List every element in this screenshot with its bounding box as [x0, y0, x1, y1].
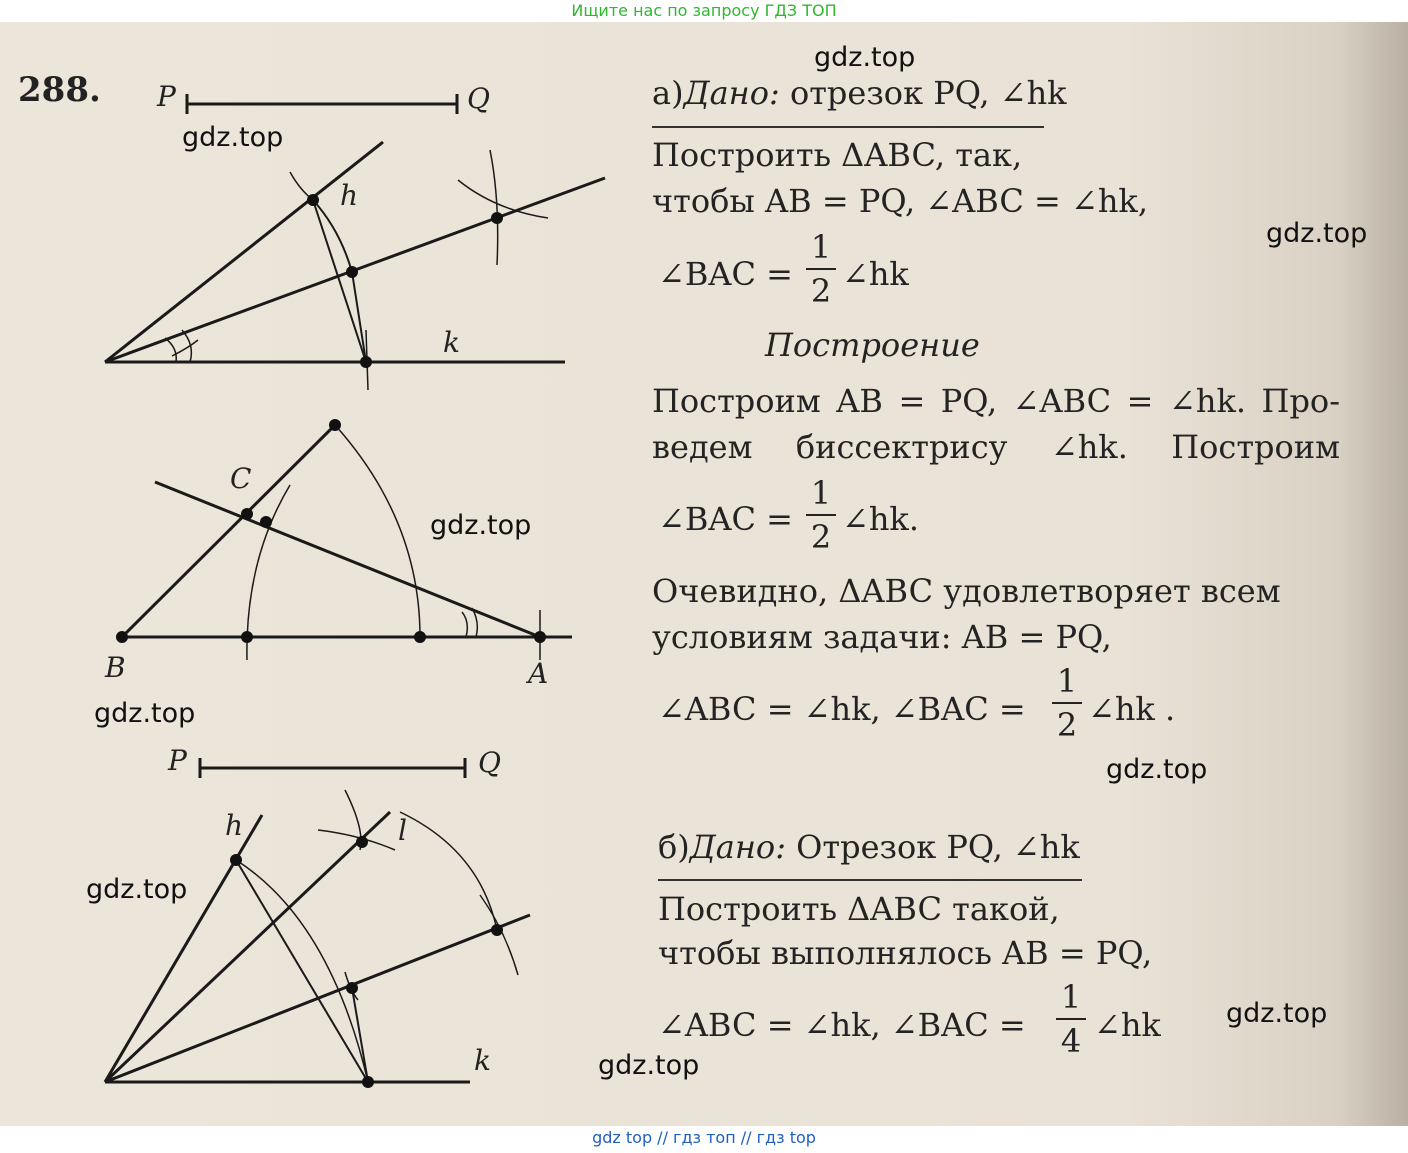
part-a-rule [652, 126, 1044, 128]
frac-num: 1 [1056, 662, 1078, 700]
part-a-task-line1: Построить ΔABC, так, [652, 136, 1023, 174]
label-a: A [528, 657, 549, 690]
part-b-given [658, 828, 1080, 866]
part-b-fraction [1056, 978, 1086, 1060]
top-banner[interactable]: Ищите нас по запросу ГДЗ ТОП [0, 0, 1408, 22]
bottom-banner[interactable]: gdz top // гдз топ // гдз top [0, 1126, 1408, 1153]
frac-den: 4 [1060, 1022, 1082, 1060]
label-q-top: Q [467, 82, 490, 115]
part-a-task-line2: чтобы AB = PQ, ∠ABC = ∠hk, [652, 182, 1148, 220]
label-l: l [398, 814, 407, 847]
part-a-p1-line2: ведем биссектрису ∠hk. Построим [652, 428, 1340, 466]
label-h-bottom: h [225, 809, 244, 842]
part-a-given-word: Дано: [683, 74, 780, 112]
label-b: B [105, 651, 126, 684]
frac-den: 2 [810, 518, 832, 556]
part-a-label: а) [652, 74, 684, 112]
part-a-p2-line2: условиям задачи: AB = PQ, [652, 618, 1112, 656]
frac-den: 2 [810, 272, 832, 310]
part-a-p1-fraction [806, 474, 836, 556]
part-a-p1-line3-right: ∠hk. [842, 500, 919, 538]
problem-number: 288. [18, 70, 101, 110]
watermark: gdz.top [1226, 998, 1328, 1029]
part-b-task-line1: Построить ΔABC такой, [658, 890, 1060, 928]
frac-num: 1 [1060, 978, 1082, 1016]
label-h-top: h [340, 179, 359, 212]
part-a-p1-line3-left: ∠BAC = [658, 500, 793, 538]
label-p-top: P [157, 80, 176, 113]
segment-pq-top [187, 94, 457, 114]
part-b-given-word: Дано: [689, 828, 786, 866]
part-a-p1-line1: Построим AB = PQ, ∠ABC = ∠hk. Про- [652, 382, 1340, 420]
watermark: gdz.top [86, 874, 188, 905]
part-a-p2-line3-right: ∠hk . [1088, 690, 1176, 728]
part-a-given-text: отрезок PQ, ∠hk [789, 74, 1067, 112]
part-a-task-line3-left: ∠BAC = [658, 255, 793, 293]
label-k-top: k [443, 326, 460, 359]
part-a-given [652, 74, 1067, 112]
watermark: gdz.top [814, 42, 916, 73]
part-b-task-line2: чтобы выполнялось AB = PQ, [658, 934, 1153, 972]
angle-quarter-figure [105, 790, 530, 1082]
frac-num: 1 [810, 228, 832, 266]
part-b-label: б) [658, 828, 690, 866]
label-c: C [230, 462, 252, 495]
part-b-task-line3-left: ∠ABC = ∠hk, ∠BAC = [658, 1006, 1026, 1044]
construction-heading: Построение [765, 326, 980, 364]
frac-num: 1 [810, 474, 832, 512]
watermark: gdz.top [1266, 218, 1368, 249]
watermark: gdz.top [598, 1050, 700, 1081]
part-b-task-line3-right: ∠hk [1094, 1006, 1161, 1044]
part-b-rule [658, 879, 1082, 881]
watermark: gdz.top [430, 510, 532, 541]
part-a-p2-line1: Очевидно, ΔABC удовлетворяет всем [652, 572, 1281, 610]
watermark: gdz.top [94, 698, 196, 729]
watermark: gdz.top [182, 122, 284, 153]
part-b-given-text: Отрезок PQ, ∠hk [796, 828, 1080, 866]
part-a-p2-line3-left: ∠ABC = ∠hk, ∠BAC = [658, 690, 1026, 728]
label-p-bottom: P [168, 744, 187, 777]
watermark: gdz.top [1106, 754, 1208, 785]
triangle-abc-figure [122, 425, 572, 660]
label-k-bottom: k [474, 1044, 491, 1077]
frac-den: 2 [1056, 706, 1078, 744]
part-a-p2-fraction [1052, 662, 1082, 744]
part-a-task-line3-right: ∠hk [842, 255, 909, 293]
segment-pq-bottom [200, 758, 465, 778]
label-q-bottom: Q [478, 746, 501, 779]
part-a-fraction [806, 228, 836, 310]
